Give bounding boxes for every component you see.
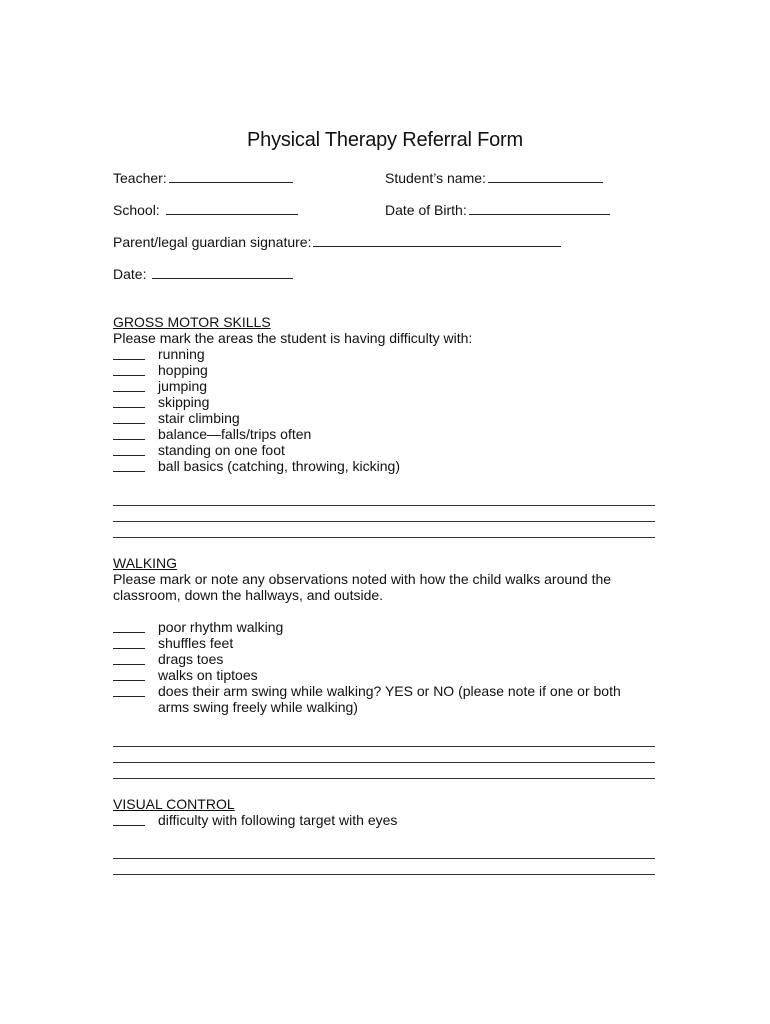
school-line[interactable] bbox=[166, 201, 298, 215]
notes-line[interactable] bbox=[113, 746, 655, 747]
notes-line[interactable] bbox=[113, 537, 655, 538]
school-field bbox=[113, 201, 298, 218]
guardian-signature-label: Parent/legal guardian signature: bbox=[113, 234, 312, 250]
visual-control-blank[interactable] bbox=[113, 825, 145, 826]
teacher-label: Teacher: bbox=[113, 170, 167, 186]
gross-motor-blank[interactable] bbox=[113, 455, 145, 456]
dob-field bbox=[385, 201, 610, 218]
gross-motor-item: running bbox=[158, 346, 205, 362]
visual-control-heading: VISUAL CONTROL bbox=[113, 796, 235, 812]
dob-label: Date of Birth: bbox=[385, 202, 467, 218]
gross-motor-blank[interactable] bbox=[113, 423, 145, 424]
walking-blank[interactable] bbox=[113, 680, 145, 681]
gross-motor-blank[interactable] bbox=[113, 359, 145, 360]
gross-motor-blank[interactable] bbox=[113, 471, 145, 472]
gross-motor-instruction: Please mark the areas the student is having difficulty with: bbox=[113, 330, 473, 346]
walking-heading: WALKING bbox=[113, 555, 178, 571]
walking-blank[interactable] bbox=[113, 648, 145, 649]
walking-blank[interactable] bbox=[113, 664, 145, 665]
notes-line[interactable] bbox=[113, 505, 655, 506]
notes-line[interactable] bbox=[113, 874, 655, 875]
student-name-line[interactable] bbox=[488, 169, 603, 183]
date-line[interactable] bbox=[152, 265, 293, 279]
gross-motor-item: hopping bbox=[158, 362, 208, 378]
gross-motor-item: jumping bbox=[158, 378, 208, 394]
teacher-field bbox=[113, 169, 293, 186]
visual-control-item: difficulty with following target with eyes bbox=[158, 812, 398, 828]
student-name-field bbox=[385, 169, 603, 186]
walking-item: walks on tiptoes bbox=[158, 667, 258, 683]
student-name-label: Student’s name: bbox=[385, 170, 486, 186]
gross-motor-blank[interactable] bbox=[113, 439, 145, 440]
walking-item: does their arm swing while walking? YES or NO (please note if one or both bbox=[158, 683, 621, 699]
gross-motor-item: stair climbing bbox=[158, 410, 240, 426]
school-label: School: bbox=[113, 202, 160, 218]
walking-blank[interactable] bbox=[113, 632, 145, 633]
walking-instruction-line1: Please mark or note any observations noted with how the child walks around the bbox=[113, 571, 612, 587]
notes-line[interactable] bbox=[113, 858, 655, 859]
gross-motor-item: skipping bbox=[158, 394, 210, 410]
gross-motor-item: standing on one foot bbox=[158, 442, 285, 458]
guardian-signature-line[interactable] bbox=[313, 233, 561, 247]
walking-instruction-line2: classroom, down the hallways, and outside. bbox=[113, 587, 384, 603]
notes-line[interactable] bbox=[113, 521, 655, 522]
walking-blank[interactable] bbox=[113, 696, 145, 697]
walking-item: drags toes bbox=[158, 651, 224, 667]
gross-motor-item: balance—falls/trips often bbox=[158, 426, 312, 442]
date-field bbox=[113, 265, 293, 282]
gross-motor-heading: GROSS MOTOR SKILLS bbox=[113, 314, 271, 330]
teacher-line[interactable] bbox=[169, 169, 293, 183]
walking-item: shuffles feet bbox=[158, 635, 234, 651]
notes-line[interactable] bbox=[113, 778, 655, 779]
walking-item: poor rhythm walking bbox=[158, 619, 284, 635]
gross-motor-blank[interactable] bbox=[113, 375, 145, 376]
gross-motor-blank[interactable] bbox=[113, 391, 145, 392]
walking-item-continuation: arms swing freely while walking) bbox=[158, 699, 358, 715]
notes-line[interactable] bbox=[113, 762, 655, 763]
gross-motor-blank[interactable] bbox=[113, 407, 145, 408]
gross-motor-item: ball basics (catching, throwing, kicking) bbox=[158, 458, 400, 474]
form-title: Physical Therapy Referral Form bbox=[247, 129, 523, 151]
dob-line[interactable] bbox=[469, 201, 610, 215]
guardian-signature-field bbox=[113, 233, 561, 250]
date-label: Date: bbox=[113, 266, 147, 282]
